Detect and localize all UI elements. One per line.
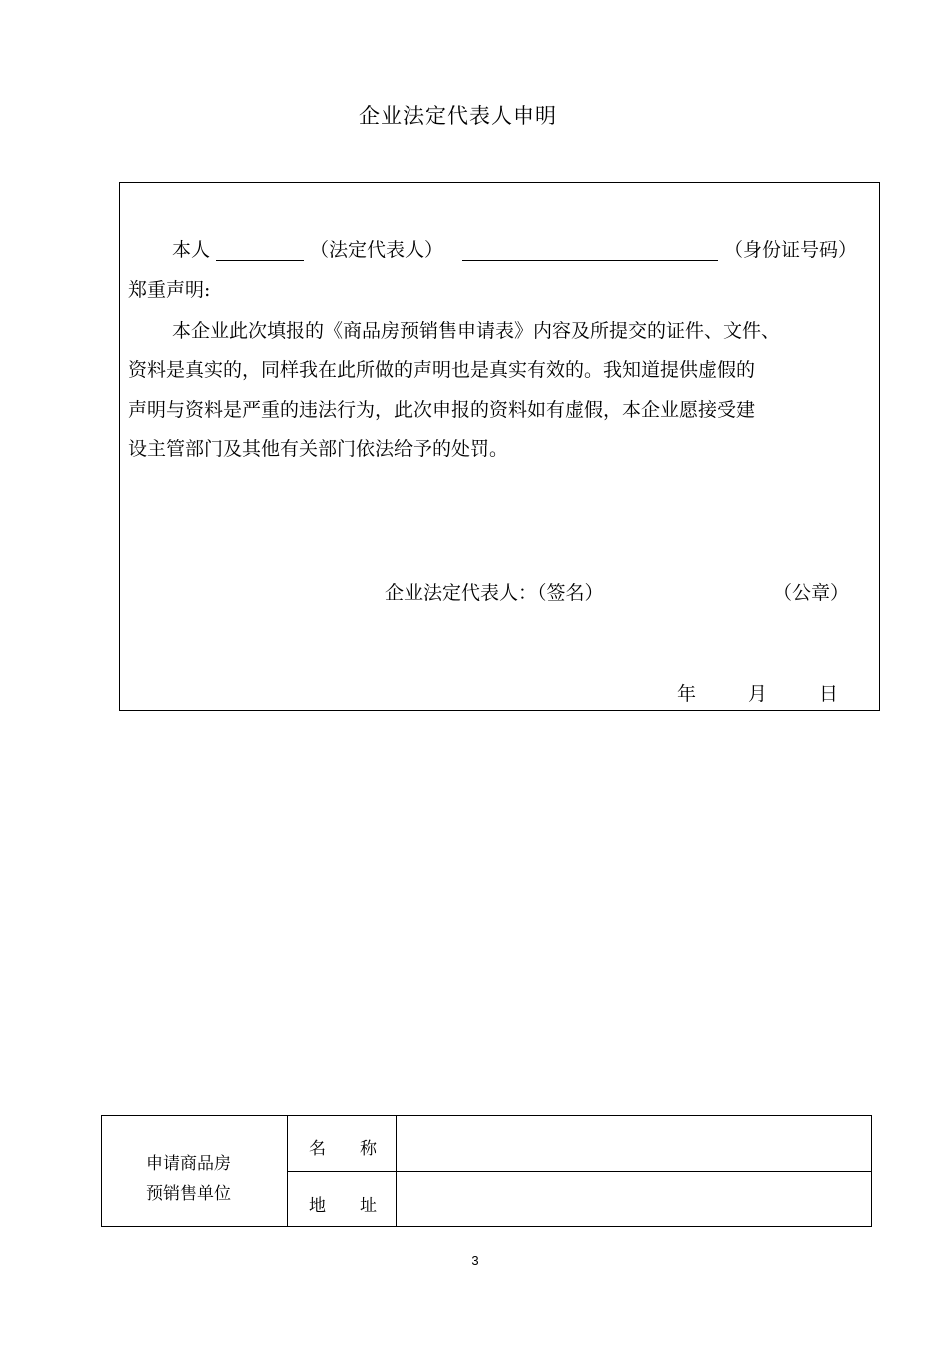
- declaration-box: [119, 182, 880, 711]
- legal-rep-name-blank[interactable]: [216, 260, 304, 261]
- intro-prefix: 本人: [172, 239, 211, 261]
- address-label: 地 址: [309, 1196, 377, 1216]
- unit-label-line-1: 申请商品房: [146, 1154, 231, 1174]
- signature-label: 企业法定代表人：（签名）: [385, 582, 604, 604]
- declaration-line-4: 设主管部门及其他有关部门依法给予的处罚。: [128, 438, 509, 460]
- name-label: 名 称: [309, 1139, 377, 1159]
- seal-label: （公章）: [773, 582, 850, 604]
- declaration-line-2: 资料是真实的，同样我在此所做的声明也是真实有效的。我知道提供虚假的: [128, 359, 756, 381]
- date-day: 日: [819, 683, 839, 705]
- id-number-blank[interactable]: [462, 260, 718, 261]
- id-number-label: （身份证号码）: [724, 239, 858, 261]
- date-month: 月: [748, 683, 768, 705]
- legal-rep-label: （法定代表人）: [310, 239, 444, 261]
- page-number: 3: [471, 1253, 479, 1268]
- declaration-line-3: 声明与资料是严重的违法行为，此次申报的资料如有虚假，本企业愿接受建: [128, 399, 756, 421]
- unit-label-line-2: 预销售单位: [146, 1184, 231, 1204]
- table-divider: [287, 1171, 871, 1172]
- applicant-unit-table: [101, 1115, 872, 1227]
- page-title: 企业法定代表人申明: [359, 104, 557, 128]
- date-year: 年: [677, 683, 697, 705]
- solemn-declaration: 郑重声明:: [128, 279, 211, 301]
- declaration-line-1: 本企业此次填报的《商品房预销售申请表》内容及所提交的证件、文件、: [172, 320, 781, 342]
